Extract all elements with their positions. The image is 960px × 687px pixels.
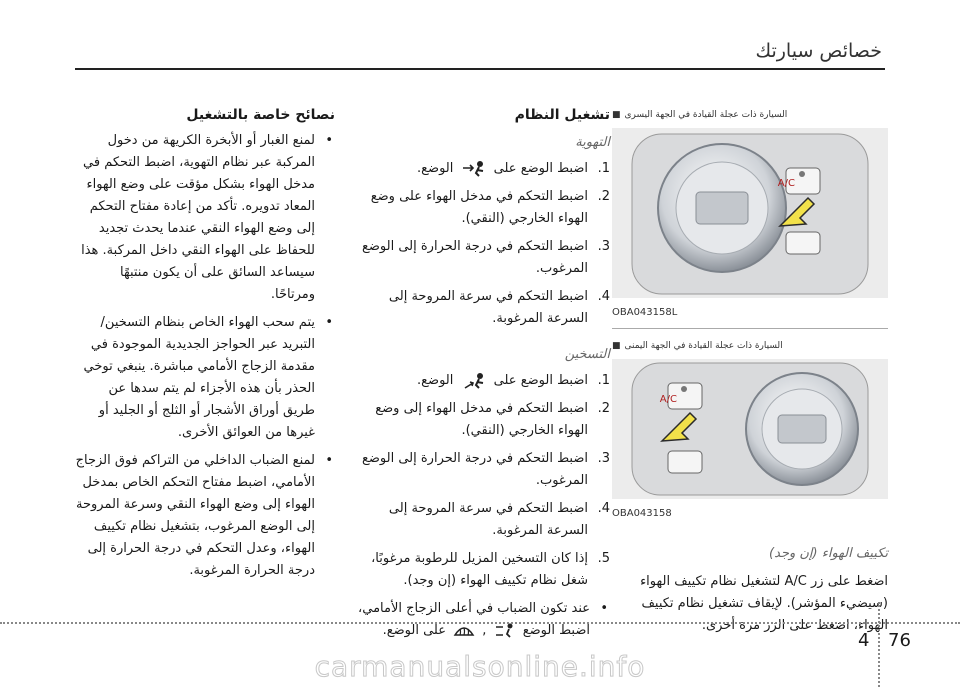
climate-control-figure-lhd [612,128,888,298]
figure-code-lhd: OBA043158L [612,307,678,318]
middle-column [352,104,610,648]
figure-caption-rhd: السيارة ذات عجلة القيادة في الجهة اليمنى ■ [612,335,888,357]
list-item: • لمنع الضباب الداخلي من التراكم فوق الزجاج الأمامي، اضبط مفتاح التحكم الخاص بمدخل الهواء إلى وضع الهواء النقي وسرعة المروحة إلى الوضع المرغوب، بتشغيل نظام تكييف الهواء، وعدل التحكم في درجة الحرارة إلى درجة الحرارة المرغوبة. [75,450,335,582]
heating-bullets [352,598,610,642]
list-item: 3. اضبط التحكم في درجة الحرارة إلى الوضع المرغوب. [361,239,610,276]
ventilation-steps [352,158,610,330]
control-panel-illustration [612,128,888,298]
list-item: 5. إذا كان التسخين المزيل للرطوبة مرغوبًا، شغل نظام تكييف الهواء (إن وجد). [371,551,610,588]
subheading-ventilation: التهوية [575,135,610,150]
section-title-operation: تشغيل النظام [514,107,610,123]
ac-section-text: اضغط على زر A/C لتشغيل نظام تكييف الهواء (سيضيء المؤشر). لإيقاف تشغيل نظام تكييف الهواء، اضغط على الزر مرة أخرى. [640,574,888,633]
figure-divider [612,328,888,329]
tips-list [75,130,335,582]
section-title-tips: نصائح خاصة بالتشغيل [186,107,335,123]
svg-text:A/C: A/C [659,394,677,405]
defrost-icon [453,623,475,639]
chapter-number: 4 [858,630,870,651]
climate-control-figure-rhd [612,359,888,499]
ac-section-title: تكييف الهواء (إن وجد) [769,546,888,561]
header-rule [75,68,885,70]
figure-code-rhd: OBA043158 [612,508,672,519]
figure-caption-lhd: السيارة ذات عجلة القيادة في الجهة اليسرى ■ [612,104,888,126]
list-item: 3. اضبط التحكم في درجة الحرارة إلى الوضع المرغوب. [361,451,610,488]
list-item: • عند تكون الضباب في أعلى الزجاج الأمامي، اضبط الوضع , على الوضع. [352,598,610,642]
list-item: 1. اضبط الوضع على الوضع. [417,161,610,176]
page-number: 76 [888,630,911,651]
control-panel-illustration [612,359,888,499]
floor-defrost-mode-icon [494,623,516,639]
list-item: • يتم سحب الهواء الخاص بنظام التسخين/ التبريد عبر الحواجز الجديدية الموجودة في مقدمة الزجاج الأمامي مباشرة. ينبغي توخي الحذر بأن هذه الأجزاء لم يتم سدها عن طريق أوراق الأشجار أو الثلج أو الجليد أو غيرها من العوائق الأخرى. [75,312,335,444]
list-item: 4. اضبط التحكم في سرعة المروحة إلى السرعة المرغوبة. [388,289,610,326]
list-item: 2. اضبط التحكم في مدخل الهواء إلى وضع الهواء الخارجي (النقي). [375,401,610,438]
square-bullet-icon: ■ [612,341,621,351]
list-item: 1. اضبط الوضع على الوضع. [417,373,610,388]
subheading-heating: التسخين [564,347,610,362]
footer-divider [0,622,960,624]
svg-text:A/C: A/C [777,178,795,189]
header-title: خصائص سيارتك [755,40,882,62]
list-item: 2. اضبط التحكم في مدخل الهواء على وضع الهواء الخارجي (النقي). [370,189,610,226]
list-item: • لمنع الغبار أو الأبخرة الكريهة من دخول المركبة عبر نظام التهوية، اضبط التحكم في مدخل الهواء بشكل مؤقت على وضع الهواء المعاد تدويره. تأكد من إعادة مفتاح التحكم إلى وضع الهواء النقي عندما يحدث تجديد للحفاظ على الهواء النقي داخل المركبة. هذا سيساعد السائق على أن يكون منتبهًا ومرتاحًا. [75,130,335,306]
face-vent-mode-icon [461,160,487,178]
square-bullet-icon: ■ [612,110,621,120]
left-column [75,104,335,588]
floor-vent-mode-icon [461,372,487,390]
heating-steps [352,370,610,592]
right-column [612,104,888,634]
list-item: 4. اضبط التحكم في سرعة المروحة إلى السرعة المرغوبة. [388,501,610,538]
watermark: carmanualsonline.info [314,650,646,683]
